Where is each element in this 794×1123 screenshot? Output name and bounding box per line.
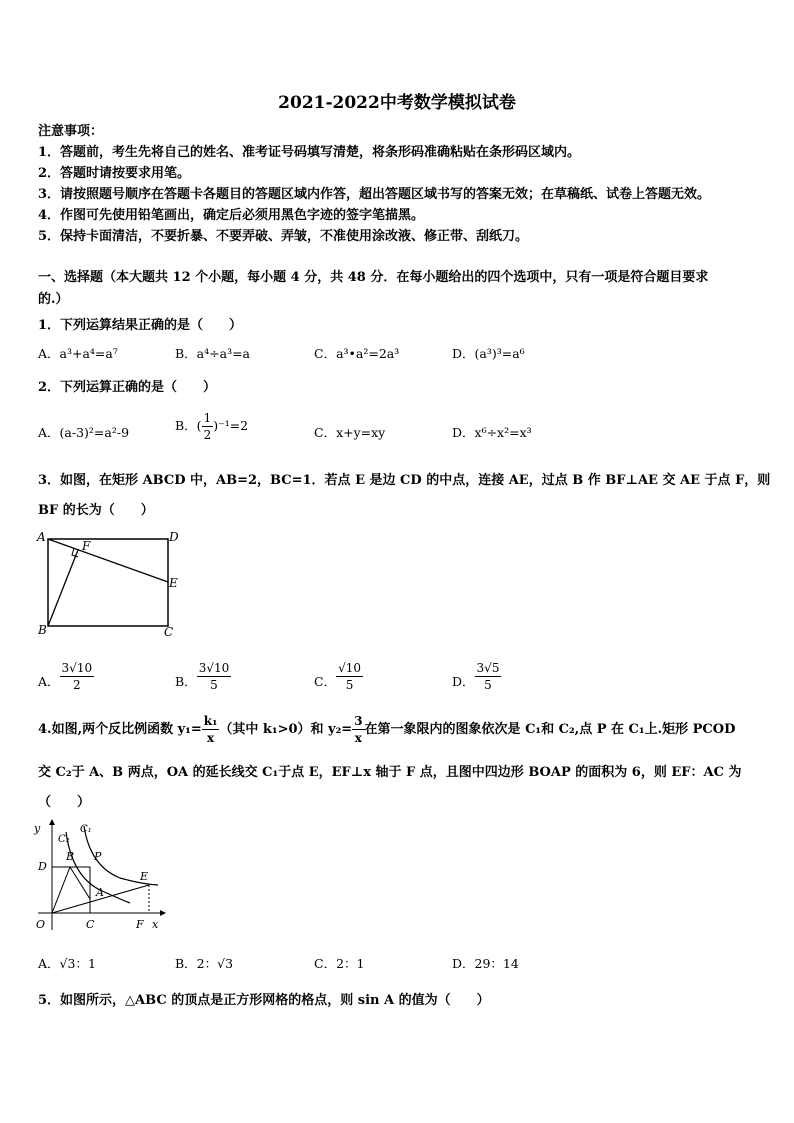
q2-option-d: D．x⁶÷x²=x³ (452, 425, 532, 440)
q4-text-a: 4.如图,两个反比例函数 y₁= (38, 722, 202, 737)
q2-option-b-prefix: B．( (175, 418, 202, 433)
option-label: D． (452, 674, 475, 689)
q3-option-d (452, 660, 501, 693)
notice-item-2: 2．答题时请按要求用笔。 (38, 166, 191, 181)
fraction-numerator: 1 (203, 411, 212, 425)
notice-item-5: 5．保持卡面清洁，不要折暴、不要弄破、弄皱，不准使用涂改液、修正带、刮纸刀。 (38, 229, 529, 244)
label-c1: C₁ (80, 824, 92, 835)
label-p: P (94, 850, 102, 863)
q4-option-b: B．2：√3 (175, 956, 234, 971)
label-b: B (38, 623, 47, 637)
fraction-denominator: x (206, 731, 215, 745)
notice-item-3: 3．请按照题号顺序在答题卡各题目的答题区域内作答，超出答题区域书写的答案无效；在草稿纸、试卷上答题无效。 (38, 187, 711, 202)
label-y: y (34, 822, 41, 835)
q5-stem: 5．如图所示，△ABC 的顶点是正方形网格的格点，则 sin A 的值为（ ） (38, 993, 490, 1008)
option-label: C． (314, 674, 337, 689)
label-d: D (38, 860, 47, 873)
q4-option-c: C．2：1 (314, 956, 365, 971)
section-heading-line1: 一、选择题（本大题共 12 个小题，每小题 4 分，共 48 分．在每小题给出的四个选项中，只有一项是符合题目要求 (38, 270, 709, 285)
option-label: B． (175, 674, 197, 689)
label-x: x (152, 918, 159, 931)
q3-stem-line1: 3．如图，在矩形 ABCD 中，AB=2，BC=1．若点 E 是边 CD 的中点，连接 AE，过点 B 作 BF⊥AE 交 AE 于点 F，则 (38, 473, 771, 488)
q4-text-c: 在第一象限内的图象依次是 C₁和 C₂,点 P 在 C₁上.矩形 PCOD (364, 722, 736, 737)
q3-rectangle-figure (34, 528, 184, 640)
fraction-numerator: 3 (354, 714, 363, 728)
q3-option-a-fraction (60, 660, 95, 693)
label-d: D (169, 530, 179, 544)
q1-option-b: B．a⁴÷a³=a (175, 346, 251, 361)
q3-option-b-fraction (197, 660, 232, 693)
page-title: 2021-2022中考数学模拟试卷 (278, 93, 516, 113)
q1-option-c: C．a³•a²=2a³ (314, 346, 400, 361)
q3-option-a (38, 660, 94, 693)
segment-ae (48, 539, 168, 582)
fraction-denominator: 5 (484, 678, 492, 692)
q2-option-b (175, 410, 248, 443)
q4-k1-fraction (202, 713, 220, 746)
label-f: F (82, 539, 91, 553)
fraction-denominator: 2 (203, 428, 212, 442)
fraction-denominator: 2 (72, 678, 81, 692)
x-axis-arrow (160, 910, 166, 916)
fraction-numerator: k₁ (203, 714, 218, 728)
q4-stem-line2: 交 C₂于 A、B 两点，OA 的延长线交 C₁于点 E，EF⊥x 轴于 F 点，且图中四边形 BOAP 的面积为 6，则 EF：AC 为 (38, 765, 742, 780)
q3-stem-line2: BF 的长为（ ） (38, 503, 154, 518)
q3-option-c (314, 660, 363, 693)
q3-option-b (175, 660, 231, 693)
fraction-denominator: x (354, 731, 362, 745)
label-c: C (86, 918, 95, 931)
q2-option-c: C．x+y=xy (314, 425, 386, 440)
q2-option-b-fraction (202, 410, 214, 443)
label-f: F (136, 918, 144, 931)
q4-stem-line1 (38, 713, 735, 746)
fraction-numerator: √10 (338, 661, 361, 675)
section-heading-line2: 的.） (38, 292, 69, 307)
label-b: B (66, 850, 75, 863)
label-o: O (36, 918, 46, 931)
fraction-numerator: 3√10 (198, 661, 230, 675)
q2-option-a: A．(a-3)²=a²-9 (38, 425, 130, 440)
notice-heading: 注意事项： (38, 124, 104, 139)
q1-option-d: D．(a³)³=a⁶ (452, 346, 525, 361)
label-c2: C₂ (58, 834, 70, 845)
q2-stem: 2．下列运算正确的是（ ） (38, 380, 217, 395)
q1-option-a: A．a³+a⁴=a⁷ (38, 346, 118, 361)
q1-stem: 1．下列运算结果正确的是（ ） (38, 318, 243, 333)
notice-item-1: 1．答题前，考生先将自己的姓名、准考证号码填写清楚，将条形码准确粘贴在条形码区域内。 (38, 145, 581, 160)
rectangle-abcd (48, 539, 168, 626)
segment-bf (48, 550, 78, 626)
option-label: A． (38, 674, 60, 689)
notice-item-4: 4．作图可先使用铅笔画出，确定后必须用黑色字迹的签字笔描黑。 (38, 208, 425, 223)
q4-option-d: D．29：14 (452, 956, 519, 971)
label-e: E (140, 870, 149, 883)
label-e: E (169, 576, 178, 590)
q4-three-fraction (352, 713, 364, 746)
label-c: C (164, 625, 174, 639)
q3-option-d-fraction (475, 660, 502, 693)
fraction-numerator: 3√10 (61, 661, 93, 675)
segment-ob (52, 867, 70, 913)
fraction-numerator: 3√5 (476, 661, 500, 675)
fraction-denominator: 5 (345, 678, 354, 692)
q2-option-b-suffix: )⁻¹=2 (213, 418, 249, 433)
fraction-denominator: 5 (210, 678, 218, 692)
q4-text-b: （其中 k₁>0）和 y₂= (219, 722, 353, 737)
q3-option-c-fraction (336, 660, 363, 693)
q4-option-a: A．√3：1 (38, 956, 96, 971)
y-axis-arrow (49, 819, 55, 825)
q4-function-figure (30, 818, 170, 934)
label-a: A (37, 530, 46, 544)
label-a: A (96, 886, 104, 899)
q4-stem-line3: （ ） (38, 795, 91, 810)
